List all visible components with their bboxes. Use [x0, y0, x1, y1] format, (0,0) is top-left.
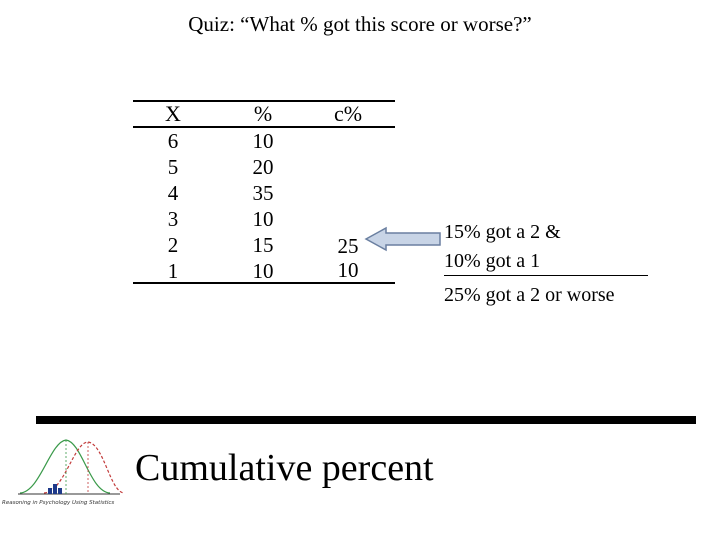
percent-value: 10 [252, 207, 274, 231]
distribution-curves-icon [0, 430, 130, 500]
column-percent [228, 100, 298, 284]
x-value: 3 [167, 207, 179, 231]
x-value: 4 [167, 181, 179, 205]
header-x: X [165, 101, 181, 126]
note-separator [444, 275, 648, 276]
percent-value: 20 [252, 155, 274, 179]
footer-divider [36, 416, 696, 424]
x-value: 1 [167, 259, 179, 283]
percent-value: 10 [252, 129, 274, 153]
cumulative-value: 25 [337, 234, 359, 258]
left-arrow-icon [364, 226, 442, 252]
x-value: 2 [167, 233, 179, 257]
cumulative-value: 10 [337, 258, 359, 282]
note-line-2: 10% got a 1 [444, 250, 541, 272]
frequency-table [133, 100, 395, 285]
slide-title: Quiz: “What % got this score or worse?” [188, 12, 532, 36]
column-cumulative [318, 100, 378, 282]
note-line-1: 15% got a 2 & [444, 221, 561, 243]
percent-value: 10 [252, 259, 274, 283]
percent-value: 15 [252, 233, 274, 257]
note-total: 25% got a 2 or worse [444, 284, 615, 306]
x-value: 5 [167, 155, 179, 179]
logo-caption: Reasoning in Psychology Using Statistics [2, 500, 115, 506]
explanation-note [444, 218, 615, 306]
percent-value: 35 [252, 181, 274, 205]
column-x [143, 100, 203, 284]
slide-subtitle: Cumulative percent [135, 447, 434, 489]
header-cumulative: c% [333, 101, 363, 126]
header-percent: % [253, 101, 273, 126]
x-value: 6 [167, 129, 179, 153]
course-logo [0, 430, 130, 512]
